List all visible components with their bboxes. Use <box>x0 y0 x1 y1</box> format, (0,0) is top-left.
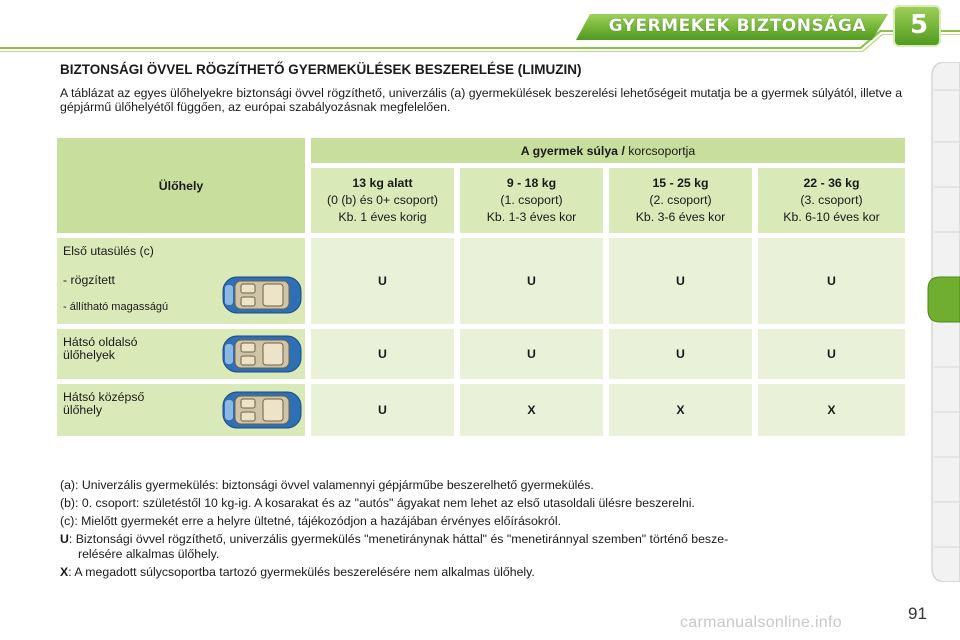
table-cell: X <box>758 384 905 436</box>
table-cell: U <box>460 238 603 324</box>
column-header: 15 - 25 kg (2. csoport) Kb. 3-6 éves kor <box>609 168 752 233</box>
table-cell: X <box>460 384 603 436</box>
column-header: 13 kg alatt (0 (b) és 0+ csoport) Kb. 1 éves korig <box>311 168 454 233</box>
car-top-view-icon <box>221 273 303 317</box>
child-seat-table <box>57 138 905 438</box>
footnote-a: (a): Univerzális gyermekülés: biztonsági övvel valamennyi gépjárműbe beszerelhető gyermekülés. <box>60 478 594 492</box>
footnote-u: U: Biztonsági övvel rögzíthető, univerzális gyermekülés "menetiránynak háttal" és "menetiránnyal szemben" történő besze- relésére alkalmas ülőhely. <box>60 532 729 561</box>
chapter-tab-strip <box>926 62 960 582</box>
table-cell: U <box>311 238 454 324</box>
table-cell: X <box>609 384 752 436</box>
page-number: 91 <box>908 604 927 623</box>
chapter-number: 5 <box>909 10 929 40</box>
section-title: BIZTONSÁGI ÖVVEL RÖGZÍTHETŐ GYERMEKÜLÉSEK BESZERELÉSE (LIMUZIN) <box>60 62 582 77</box>
table-cell: U <box>758 329 905 379</box>
chapter-title: GYERMEKEK BIZTONSÁGA <box>608 16 866 36</box>
row-header-rear-middle: Hátsó középső ülőhely <box>57 384 305 436</box>
intro-paragraph: A táblázat az egyes ülőhelyekre biztonsági övvel rögzíthető, univerzális (a) gyermekülések beszerelési lehetőségeit mutatja be a gyermek súlyától, illetve a gépjármű ülőhelyétől függően, az európai szabályozásnak megfelelően. <box>60 86 903 114</box>
table-cell: U <box>460 329 603 379</box>
column-header: 22 - 36 kg (3. csoport) Kb. 6-10 éves kor <box>758 168 905 233</box>
footnotes <box>60 478 912 583</box>
footnote-b: (b): 0. csoport: születéstől 10 kg-ig. A kosarakat és az "autós" ágyakat nem lehet az első utasoldali ülésre beszerelni. <box>60 496 695 510</box>
footnote-x: X: A megadott súlycsoportba tartozó gyermekülés beszerelésére nem alkalmas ülőhely. <box>60 565 535 579</box>
table-cell: U <box>609 329 752 379</box>
row-header-rear-side: Hátsó oldalsó ülőhelyek <box>57 329 305 379</box>
seat-header: Ülőhely <box>57 138 305 233</box>
table-cell: U <box>758 238 905 324</box>
car-top-view-icon <box>221 388 303 432</box>
table-cell: U <box>609 238 752 324</box>
footnote-c: (c): Mielőtt gyermekét erre a helyre ültetné, tájékozódjon a hazájában érvényes előírásokról. <box>60 514 562 528</box>
row-header-front-seat: Első utasülés (c) - rögzített - állítható magasságú <box>57 238 305 324</box>
car-top-view-icon <box>221 332 303 376</box>
table-cell: U <box>311 329 454 379</box>
weight-header: A gyermek súlya / korcsoportja <box>311 138 905 163</box>
column-header: 9 - 18 kg (1. csoport) Kb. 1-3 éves kor <box>460 168 603 233</box>
table-cell: U <box>311 384 454 436</box>
watermark: carmanualsonline.info <box>680 614 842 631</box>
